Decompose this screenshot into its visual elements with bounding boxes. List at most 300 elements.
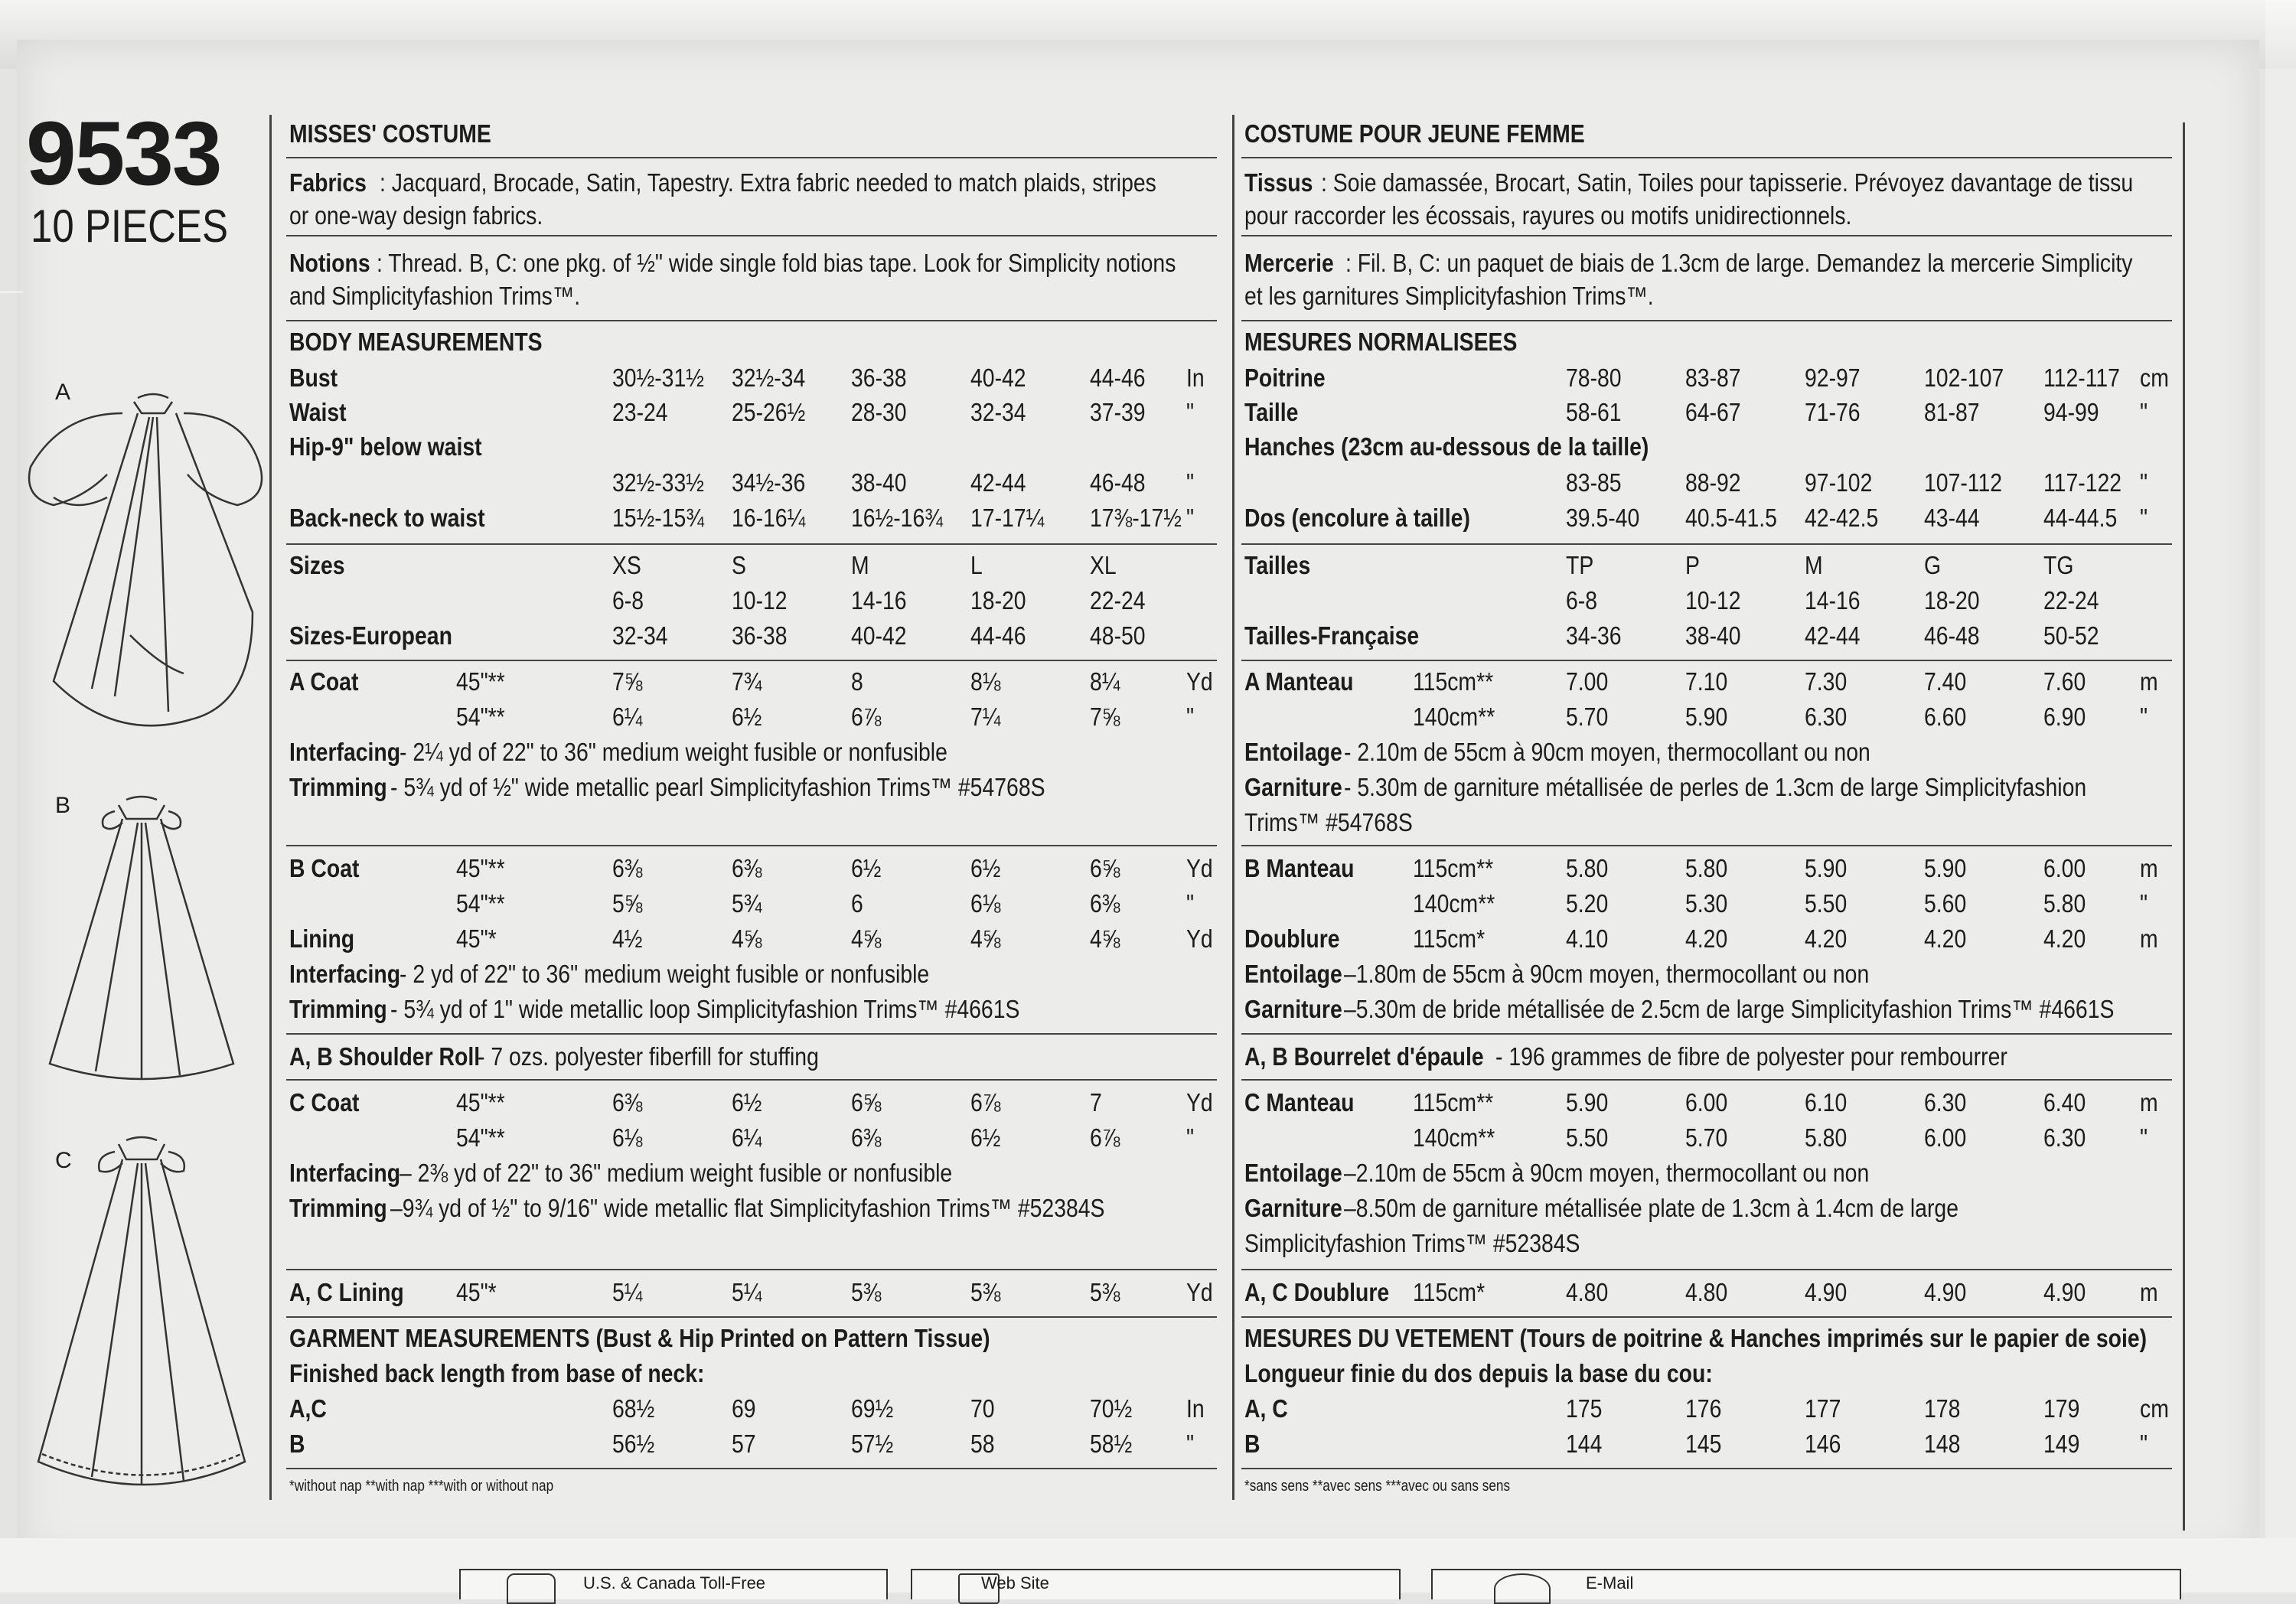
fr-a-coat-yardage: 7.60 [2043,667,2086,696]
rule-line [1241,235,2172,236]
en-a-coat-yardage: 8 [851,667,863,696]
fr-size-eu: 46-48 [1924,621,1980,650]
fr-body-row-unit: cm [2140,364,2169,392]
fr-b-trimming-label: Garniture [1244,995,1342,1023]
en-fabrics-text-cont: or one-way design fabrics. [289,201,543,230]
fr-size-letter: G [1924,551,1942,579]
en-body-row-unit: In [1186,364,1205,392]
fr-a-coat-label: A Manteau [1244,667,1354,696]
fr-garment-row-value: 178 [1924,1394,1961,1423]
en-c-coat-yardage: 6¼ [732,1123,762,1152]
en-a-coat-yardage: 7⅝ [612,667,643,696]
fr-b-coat-yardage: 5.60 [1924,889,1967,918]
en-body-row-label: Back-neck to waist [289,504,485,532]
en-body-row-unit: " [1186,504,1195,532]
fr-size-number: 6-8 [1566,586,1598,615]
en-c-coat-yardage: 6⅝ [851,1088,882,1117]
en-a-coat-yardage: 6¼ [612,703,643,731]
fr-body-row-value: 78-80 [1566,364,1622,392]
fr-ac-lining-yardage: 4.80 [1685,1278,1728,1306]
fr-b-coat-yardage: 5.80 [1566,854,1609,882]
en-size-letter: M [851,551,869,579]
rule-line [1241,1079,2172,1081]
en-shoulder-roll-label: A, B Shoulder Roll [289,1042,481,1071]
en-ac-lining-yardage: 5⅜ [1090,1278,1120,1306]
en-footnote: *without nap **with nap ***with or without nap [289,1478,554,1495]
fr-b-lining-yardage: 4.20 [1924,924,1967,953]
fr-b-lining-width: 115cm* [1413,924,1486,953]
fr-size-letter: M [1805,551,1823,579]
en-garment-row-value: 57 [732,1430,756,1458]
en-body-row-unit: " [1186,468,1195,497]
rule-line [1241,157,2172,158]
phone-icon [507,1573,556,1604]
en-b-coat-unit: Yd [1186,854,1213,882]
fr-a-trimming-text-cont: Trims™ #54768S [1244,808,1413,836]
fr-garment-row-value: 176 [1685,1394,1722,1423]
rule-line [286,1079,1217,1081]
en-body-row-label: Waist [289,398,347,426]
en-b-interfacing-label: Interfacing [289,960,401,988]
en-b-coat-yardage: 6 [851,889,863,918]
en-b-coat-yardage: 5¾ [732,889,762,918]
fr-notions-label: Mercerie [1244,249,1334,277]
fr-title: COSTUME POUR JEUNE FEMME [1244,119,1585,148]
en-c-coat-yardage: 6⅜ [851,1123,882,1152]
fr-a-coat-yardage: 5.90 [1685,703,1728,731]
fr-body-row-unit: " [2140,468,2148,497]
en-size-eu: 32-34 [612,621,668,650]
view-c-drawing [31,1133,253,1515]
tollfree-label: U.S. & Canada Toll-Free [583,1573,766,1593]
rule-line [1241,845,2172,846]
fr-body-row-value: 58-61 [1566,398,1622,426]
en-c-coat-yardage: 6⅞ [1090,1123,1120,1152]
en-b-coat-yardage: 6½ [970,854,1001,882]
en-sizes-label: Sizes [289,551,345,579]
fr-b-coat-yardage: 5.90 [1805,854,1848,882]
en-body-row-unit: " [1186,398,1195,426]
en-size-number: 10-12 [732,586,788,615]
fr-garment-subheader: Longueur finie du dos depuis la base du cou: [1244,1359,1713,1387]
rule-line [286,845,1217,846]
fr-c-coat-yardage: 6.30 [2043,1123,2086,1152]
fr-b-lining-label: Doublure [1244,924,1340,953]
en-a-trimming-label: Trimming [289,773,387,801]
en-c-coat-yardage: 6⅛ [612,1123,643,1152]
en-a-coat-yardage: 7¾ [732,667,762,696]
fr-a-interfacing-text: - 2.10m de 55cm à 90cm moyen, thermocollant ou non [1344,738,1870,766]
en-b-coat-yardage: 6⅜ [732,854,762,882]
en-b-trimming-text: - 5¾ yd of 1" wide metallic loop Simplicityfashion Trims™ #4661S [390,995,1020,1023]
en-a-coat-label: A Coat [289,667,359,696]
en-b-lining-label: Lining [289,924,355,953]
fr-ac-lining-yardage: 4.90 [1924,1278,1967,1306]
fr-garment-row-value: 149 [2043,1430,2080,1458]
en-a-coat-yardage: 7⅝ [1090,703,1120,731]
fr-b-interfacing-label: Entoilage [1244,960,1342,988]
en-garment-row-value: 58½ [1090,1430,1133,1458]
fr-footnote: *sans sens **avec sens ***avec ou sans sens [1244,1478,1511,1495]
en-c-coat-label: C Coat [289,1088,360,1117]
en-body-row-value: 32½-33½ [612,468,704,497]
fr-sizes-eu-label: Tailles-Française [1244,621,1420,650]
rule-line [286,1033,1217,1035]
fr-c-coat-yardage: 6.00 [1924,1123,1967,1152]
pattern-number: 9533 [26,103,221,204]
en-a-coat-yardage: 6⅞ [851,703,882,731]
en-c-coat-yardage: 6⅞ [970,1088,1001,1117]
en-size-eu: 44-46 [970,621,1026,650]
en-size-eu: 40-42 [851,621,907,650]
en-body-row-value: 23-24 [612,398,668,426]
fr-body-row-value: 92-97 [1805,364,1861,392]
fr-body-row-value: 88-92 [1685,468,1741,497]
en-b-trimming-label: Trimming [289,995,387,1023]
en-a-coat-yardage: 8⅛ [970,667,1001,696]
en-body-row-value: 36-38 [851,364,907,392]
en-garment-row-value: 70 [970,1394,995,1423]
en-body-row-value: 16½-16¾ [851,504,943,532]
fr-body-row-value: 117-122 [2043,468,2122,497]
fr-size-letter: TP [1566,551,1594,579]
en-body-row-value: 40-42 [970,364,1026,392]
rule-line [1241,1316,2172,1318]
fr-b-coat-yardage: 5.90 [1924,854,1967,882]
fr-garment-row-value: 177 [1805,1394,1841,1423]
rule-line [286,1269,1217,1270]
fr-a-coat-yardage: 7.30 [1805,667,1848,696]
fr-c-coat-yardage: 5.70 [1685,1123,1728,1152]
en-size-number: 6-8 [612,586,644,615]
en-ac-lining-yardage: 5¼ [732,1278,762,1306]
fr-body-row-value: 102-107 [1924,364,2004,392]
en-b-coat-yardage: 6⅜ [1090,889,1120,918]
fr-garment-row-label: B [1244,1430,1261,1458]
fr-notions-text-cont: et les garnitures Simplicityfashion Trims™. [1244,282,1654,310]
tollfree-box [459,1569,888,1599]
fr-garment-row-unit: " [2140,1430,2148,1458]
en-c-trimming-label: Trimming [289,1194,387,1222]
fr-c-trimming-text-cont: Simplicityfashion Trims™ #52384S [1244,1229,1580,1257]
en-b-lining-unit: Yd [1186,924,1213,953]
en-garment-row-value: 69½ [851,1394,894,1423]
fr-b-interfacing-text: –1.80m de 55cm à 90cm moyen, thermocollant ou non [1344,960,1870,988]
en-body-row-value: 15½-15¾ [612,504,704,532]
en-a-trimming-text: - 5¾ yd of ½" wide metallic pearl Simplicityfashion Trims™ #54768S [390,773,1045,801]
en-garment-row-value: 56½ [612,1430,655,1458]
en-body-row-value: 32½-34 [732,364,806,392]
en-fabrics-label: Fabrics [289,168,367,197]
en-size-number: 14-16 [851,586,907,615]
en-ac-lining-yardage: 5⅜ [970,1278,1001,1306]
fr-b-coat-label: B Manteau [1244,854,1355,882]
fr-c-interfacing-text: –2.10m de 55cm à 90cm moyen, thermocollant ou non [1344,1159,1870,1187]
en-body-row-value: 42-44 [970,468,1026,497]
fr-c-coat-yardage: 5.50 [1566,1123,1609,1152]
fr-size-eu: 34-36 [1566,621,1622,650]
fr-body-row-value: 83-87 [1685,364,1741,392]
fr-c-coat-yardage: 6.30 [1924,1088,1967,1117]
en-b-lining-yardage: 4⅝ [851,924,882,953]
en-size-letter: L [970,551,983,579]
en-ac-lining-yardage: 5¼ [612,1278,643,1306]
fr-garment-row-label: A, C [1244,1394,1288,1423]
en-b-lining-yardage: 4⅝ [1090,924,1120,953]
fr-b-coat-unit: m [2140,854,2158,882]
fr-shoulder-roll-label: A, B Bourrelet d'épaule [1244,1042,1484,1071]
rule-line [286,1468,1217,1469]
en-b-coat-yardage: 6⅜ [612,854,643,882]
fr-b-lining-unit: m [2140,924,2158,953]
fr-a-interfacing-label: Entoilage [1244,738,1342,766]
en-garment-row-label: A,C [289,1394,327,1423]
fr-body-row-label: Hanches (23cm au-dessous de la taille) [1244,432,1649,461]
fr-size-letter: P [1685,551,1700,579]
fr-body-row-value: 97-102 [1805,468,1873,497]
en-garment-row-label: B [289,1430,305,1458]
en-c-coat-yardage: 6½ [970,1123,1001,1152]
fr-c-trimming-text: –8.50m de garniture métallisée plate de 1.3cm à 1.4cm de large [1344,1194,1958,1222]
en-ac-lining-width: 45"* [456,1278,497,1306]
fr-notions-text: : Fil. B, C: un paquet de biais de 1.3cm de large. Demandez la mercerie Simplicity [1345,249,2133,277]
en-a-coat-unit: " [1186,703,1195,731]
fr-body-row-value: 83-85 [1566,468,1622,497]
fr-size-number: 10-12 [1685,586,1741,615]
fr-garment-row-value: 145 [1685,1430,1722,1458]
view-a-drawing [23,383,268,765]
en-sizes-eu-label: Sizes-European [289,621,452,650]
en-c-coat-unit: " [1186,1123,1195,1152]
rule-line [286,1316,1217,1318]
view-b-drawing [42,788,241,1110]
en-body-row-label: Bust [289,364,338,392]
fr-ac-lining-yardage: 4.90 [1805,1278,1848,1306]
en-a-coat-yardage: 6½ [732,703,762,731]
fr-fabrics-label: Tissus [1244,168,1313,197]
en-b-interfacing-text: - 2 yd of 22" to 36" medium weight fusible or nonfusible [400,960,930,988]
view-label-a: A [55,380,71,405]
en-c-coat-yardage: 6½ [732,1088,762,1117]
fr-ac-lining-width: 115cm* [1413,1278,1486,1306]
fr-body-row-value: 42-42.5 [1805,504,1879,532]
fr-garment-measurements-header: MESURES DU VETEMENT (Tours de poitrine & Hanches imprimés sur le papier de soie) [1244,1324,2148,1352]
en-b-lining-yardage: 4⅝ [732,924,762,953]
fr-body-row-value: 39.5-40 [1566,504,1640,532]
en-garment-subheader: Finished back length from base of neck: [289,1359,705,1387]
rule-line [286,157,1217,158]
fr-c-coat-yardage: 6.10 [1805,1088,1848,1117]
fr-b-lining-yardage: 4.20 [1685,924,1728,953]
en-size-eu: 48-50 [1090,621,1146,650]
en-size-number: 22-24 [1090,586,1146,615]
en-body-row-value: 37-39 [1090,398,1146,426]
email-label: E-Mail [1586,1573,1634,1593]
rule-line [286,543,1217,545]
en-title: MISSES' COSTUME [289,119,491,148]
view-label-c: C [55,1148,72,1173]
en-notions-text: : Thread. B, C: one pkg. of ½" wide single fold bias tape. Look for Simplicity notions [377,249,1176,277]
en-a-interfacing-text: - 2¼ yd of 22" to 36" medium weight fusible or nonfusible [400,738,947,766]
fr-a-coat-yardage: 7.40 [1924,667,1967,696]
en-a-coat-yardage: 8¼ [1090,667,1120,696]
en-body-row-value: 17⅜-17½ [1090,504,1182,532]
en-body-row-label: Hip-9" below waist [289,432,482,461]
fr-garment-row-value: 179 [2043,1394,2080,1423]
fr-b-lining-yardage: 4.10 [1566,924,1609,953]
fr-a-trimming-text: - 5.30m de garniture métallisée de perles de 1.3cm de large Simplicityfashion [1344,773,2087,801]
fr-ac-lining-yardage: 4.80 [1566,1278,1609,1306]
en-a-coat-width: 45"** [456,667,505,696]
en-size-number: 18-20 [970,586,1026,615]
fr-ac-lining-yardage: 4.90 [2043,1278,2086,1306]
fr-c-interfacing-label: Entoilage [1244,1159,1342,1187]
fr-body-row-unit: " [2140,398,2148,426]
fr-a-coat-unit: m [2140,667,2158,696]
en-size-eu: 36-38 [732,621,788,650]
fr-a-coat-yardage: 5.70 [1566,703,1609,731]
fr-body-row-label: Poitrine [1244,364,1326,392]
fr-b-coat-yardage: 5.80 [2043,889,2086,918]
fr-ac-lining-unit: m [2140,1278,2158,1306]
website-label: Web Site [981,1573,1049,1593]
fr-garment-row-value: 148 [1924,1430,1961,1458]
en-c-coat-width: 45"** [456,1088,505,1117]
en-b-lining-width: 45"* [456,924,497,953]
en-body-measurements-header: BODY MEASUREMENTS [289,328,543,356]
fr-sizes-label: Tailles [1244,551,1311,579]
fr-a-coat-yardage: 7.10 [1685,667,1728,696]
en-b-coat-yardage: 6⅛ [970,889,1001,918]
fr-a-coat-yardage: 7.00 [1566,667,1609,696]
fr-c-coat-label: C Manteau [1244,1088,1355,1117]
en-b-coat-width: 54"** [456,889,505,918]
fr-body-row-value: 40.5-41.5 [1685,504,1777,532]
at-sign-icon [1494,1573,1551,1604]
fr-size-number: 14-16 [1805,586,1861,615]
fr-a-coat-width: 115cm** [1413,667,1494,696]
fr-c-coat-unit: m [2140,1088,2158,1117]
fr-garment-row-unit: cm [2140,1394,2169,1423]
en-b-coat-yardage: 6⅝ [1090,854,1120,882]
view-label-b: B [55,793,71,818]
pattern-pieces: 10 PIECES [31,200,228,252]
rule-line [286,320,1217,321]
en-ac-lining-yardage: 5⅜ [851,1278,882,1306]
fr-c-coat-yardage: 6.00 [1685,1088,1728,1117]
en-b-coat-yardage: 5⅝ [612,889,643,918]
right-divider [2183,122,2185,1531]
fr-b-coat-width: 115cm** [1413,854,1494,882]
en-body-row-value: 16-16¼ [732,504,806,532]
en-body-row-value: 38-40 [851,468,907,497]
fr-b-coat-unit: " [2140,889,2148,918]
en-garment-row-unit: In [1186,1394,1205,1423]
en-c-coat-yardage: 6⅜ [612,1088,643,1117]
fr-fabrics-text: : Soie damassée, Brocart, Satin, Toiles pour tapisserie. Prévoyez davantage de tissu [1321,168,2134,197]
en-ac-lining-unit: Yd [1186,1278,1213,1306]
fr-body-row-value: 71-76 [1805,398,1861,426]
rule-line [286,660,1217,661]
fr-a-coat-yardage: 6.90 [2043,703,2086,731]
en-body-row-value: 44-46 [1090,364,1146,392]
en-c-interfacing-label: Interfacing [289,1159,401,1187]
en-c-interfacing-text: – 2⅜ yd of 22" to 36" medium weight fusible or nonfusible [400,1159,953,1187]
fr-b-coat-yardage: 6.00 [2043,854,2086,882]
fr-c-coat-yardage: 5.90 [1566,1088,1609,1117]
fr-body-row-unit: " [2140,504,2148,532]
en-garment-row-unit: " [1186,1430,1195,1458]
fr-b-trimming-text: –5.30m de bride métallisée de 2.5cm de large Simplicityfashion Trims™ #4661S [1344,995,2115,1023]
en-body-row-value: 25-26½ [732,398,806,426]
rule-line [1241,320,2172,321]
en-c-coat-yardage: 7 [1090,1088,1102,1117]
fr-body-row-value: 94-99 [2043,398,2099,426]
fr-b-lining-yardage: 4.20 [1805,924,1848,953]
en-ac-lining-label: A, C Lining [289,1278,404,1306]
en-b-lining-yardage: 4⅝ [970,924,1001,953]
center-divider [1232,115,1234,1500]
fr-b-lining-yardage: 4.20 [2043,924,2086,953]
en-c-coat-width: 54"** [456,1123,505,1152]
en-a-coat-unit: Yd [1186,667,1213,696]
fr-body-measurements-header: MESURES NORMALISEES [1244,328,1518,356]
en-c-coat-unit: Yd [1186,1088,1213,1117]
rule-line [1241,1468,2172,1469]
fr-b-coat-yardage: 5.30 [1685,889,1728,918]
fr-c-trimming-label: Garniture [1244,1194,1342,1222]
fr-c-coat-width: 140cm** [1413,1123,1495,1152]
en-garment-row-value: 68½ [612,1394,655,1423]
fr-size-number: 22-24 [2043,586,2099,615]
fr-b-coat-yardage: 5.50 [1805,889,1848,918]
en-body-row-value: 46-48 [1090,468,1146,497]
fr-b-coat-yardage: 5.80 [1685,854,1728,882]
en-notions-label: Notions [289,249,370,277]
fr-garment-row-value: 144 [1566,1430,1603,1458]
en-size-letter: XS [612,551,641,579]
fr-c-coat-yardage: 6.40 [2043,1088,2086,1117]
en-body-row-value: 28-30 [851,398,907,426]
fr-c-coat-yardage: 5.80 [1805,1123,1848,1152]
rule-line [1241,660,2172,661]
en-notions-text-cont: and Simplicityfashion Trims™. [289,282,581,310]
left-divider [269,115,272,1500]
en-body-row-value: 34½-36 [732,468,806,497]
en-fabrics-text: : Jacquard, Brocade, Satin, Tapestry. Extra fabric needed to match plaids, stripes [380,168,1156,197]
en-garment-row-value: 70½ [1090,1394,1133,1423]
fr-size-number: 18-20 [1924,586,1980,615]
fr-a-coat-unit: " [2140,703,2148,731]
fr-a-coat-yardage: 6.60 [1924,703,1967,731]
en-c-trimming-text: –9¾ yd of ½" to 9/16" wide metallic flat Simplicityfashion Trims™ #52384S [390,1194,1105,1222]
en-b-coat-yardage: 6½ [851,854,882,882]
fr-c-coat-width: 115cm** [1413,1088,1494,1117]
fr-garment-row-value: 175 [1566,1394,1603,1423]
fr-shoulder-roll-text: - 196 grammes de fibre de polyester pour rembourrer [1495,1042,2007,1071]
fr-a-trimming-label: Garniture [1244,773,1342,801]
fr-body-row-value: 81-87 [1924,398,1980,426]
en-b-coat-width: 45"** [456,854,505,882]
fr-size-eu: 42-44 [1805,621,1861,650]
fr-b-coat-yardage: 5.20 [1566,889,1609,918]
fr-body-row-value: 112-117 [2043,364,2120,392]
en-body-row-value: 17-17¼ [970,504,1045,532]
fr-size-eu: 50-52 [2043,621,2099,650]
fr-body-row-label: Taille [1244,398,1299,426]
fr-a-coat-width: 140cm** [1413,703,1495,731]
rule-line [286,235,1217,236]
